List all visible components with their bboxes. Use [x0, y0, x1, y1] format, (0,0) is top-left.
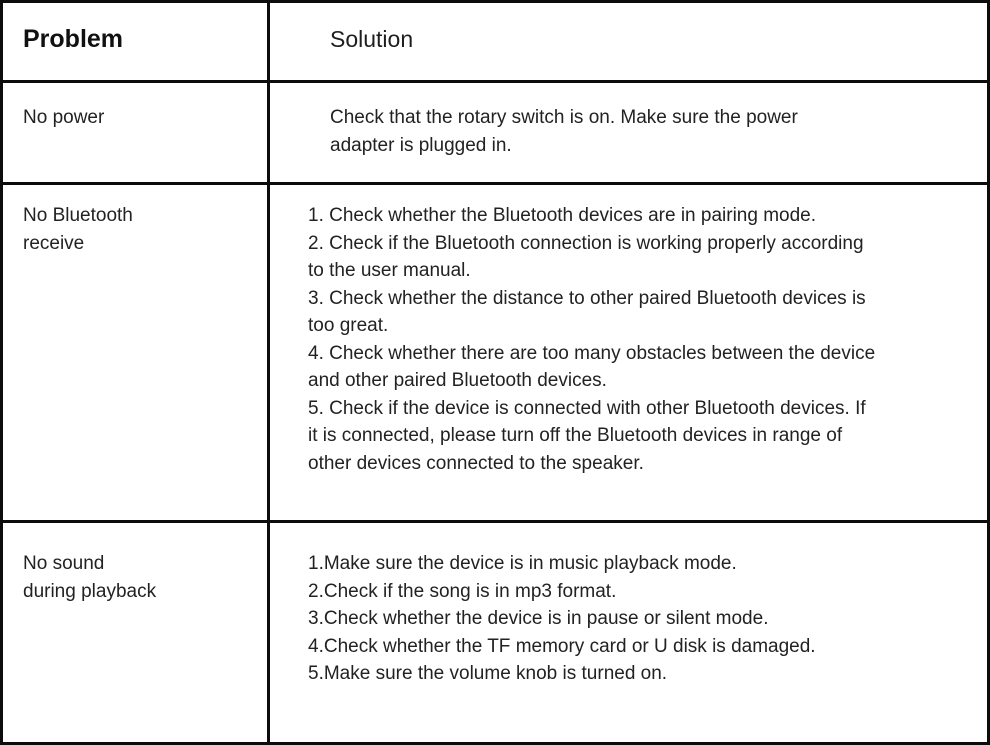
problem-cell: [3, 83, 270, 182]
text-line: 5.Make sure the volume knob is turned on.: [308, 663, 668, 684]
text-line: to the user manual.: [308, 260, 471, 281]
table-row-no-power: [3, 80, 987, 182]
text-line: too great.: [308, 315, 389, 336]
text-line: 3. Check whether the distance to other paired Bluetooth devices is: [308, 287, 866, 309]
text-line: other devices connected to the speaker.: [308, 452, 644, 474]
text-line: 2. Check if the Bluetooth connection is working properly according: [308, 232, 864, 254]
problem-cell: [3, 523, 270, 742]
text-line: No Bluetooth: [23, 205, 133, 226]
text-line: 2.Check if the song is in mp3 format.: [308, 580, 617, 602]
problem-cell: [3, 185, 270, 520]
solution-cell: [270, 185, 987, 520]
table-row-no-bluetooth-receive: [3, 182, 987, 520]
text-line: during playback: [23, 580, 157, 602]
text-line: adapter is plugged in.: [330, 134, 512, 156]
solution-cell: [270, 523, 987, 742]
problem-header-cell: [3, 3, 270, 80]
text-line: receive: [23, 232, 85, 254]
table-header-row: [3, 3, 987, 80]
text-line: 4. Check whether there are too many obstacles between the device: [308, 342, 876, 364]
solution-column-header: Solution: [330, 26, 414, 52]
solution-cell: [270, 83, 987, 182]
text-line: No power: [23, 107, 105, 128]
text-line: No sound: [23, 553, 105, 574]
text-line: and other paired Bluetooth devices.: [308, 370, 607, 391]
text-line: it is connected, please turn off the Bluetooth devices in range of: [308, 425, 843, 446]
problem-column-header: Problem: [23, 25, 124, 53]
text-line: Check that the rotary switch is on. Make sure the power: [330, 107, 798, 128]
text-line: 3.Check whether the device is in pause or silent mode.: [308, 608, 769, 629]
table-row-no-sound-during-playback: [3, 520, 987, 742]
solution-header-cell: [270, 3, 987, 80]
text-line: 5. Check if the device is connected with other Bluetooth devices. If: [308, 397, 866, 419]
text-line: 4.Check whether the TF memory card or U disk is damaged.: [308, 635, 816, 657]
text-line: 1. Check whether the Bluetooth devices are in pairing mode.: [308, 205, 817, 226]
text-line: 1.Make sure the device is in music playback mode.: [308, 553, 737, 574]
